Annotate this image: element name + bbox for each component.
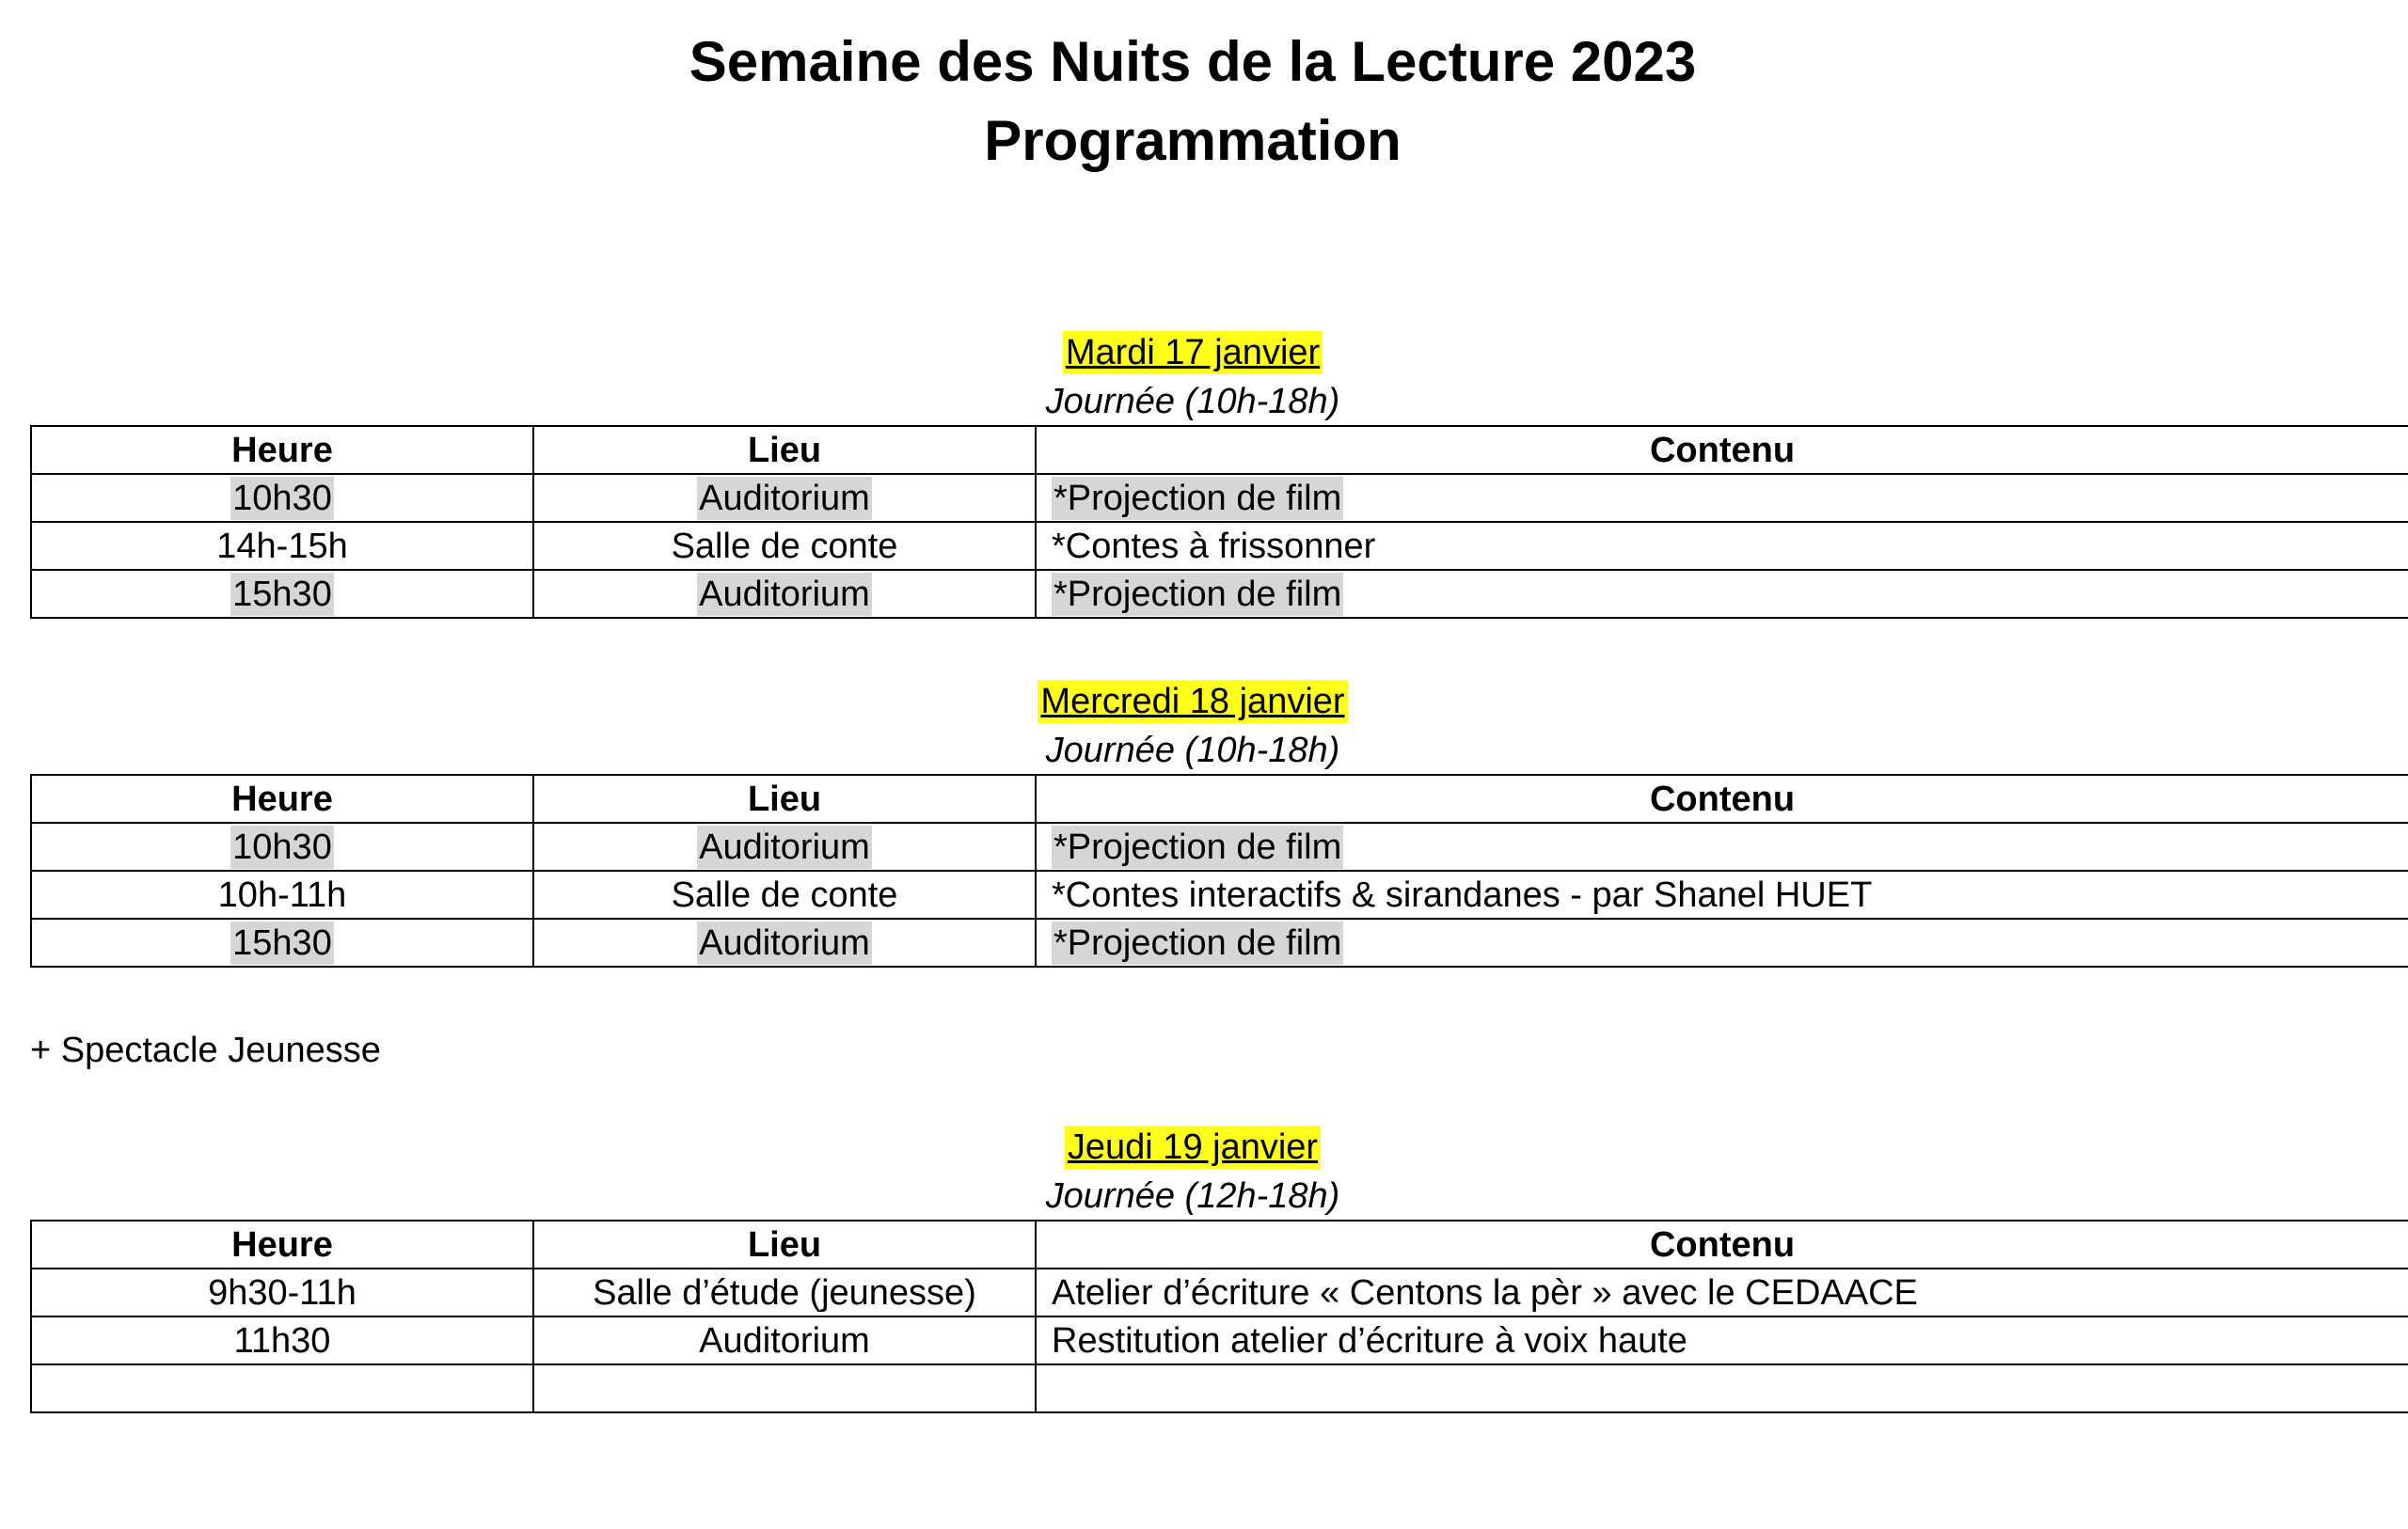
table-row <box>31 919 2408 967</box>
document-subtitle: Programmation <box>984 109 1402 172</box>
cell-lieu <box>533 474 1036 522</box>
cell-contenu <box>1036 919 2408 967</box>
cell-lieu-text: Auditorium <box>699 574 870 614</box>
day-heading-mercredi <box>0 684 2385 719</box>
column-header-contenu: Contenu <box>1036 775 2408 823</box>
cell-contenu: *Contes interactifs & sirandanes - par Shanel HUET <box>1036 871 2408 919</box>
table-header-row <box>31 426 2408 474</box>
cell-contenu-text: *Projection de film <box>1054 574 1342 614</box>
table-row <box>31 823 2408 871</box>
table-row <box>31 1316 2408 1364</box>
cell-contenu-text: *Projection de film <box>1054 922 1342 963</box>
cell-contenu <box>1036 570 2408 618</box>
cell-heure <box>31 570 533 618</box>
cell-contenu: Restitution atelier d’écriture à voix haute <box>1036 1316 2408 1364</box>
cell-heure <box>31 1364 533 1412</box>
cell-contenu <box>1036 823 2408 871</box>
document-title: Semaine des Nuits de la Lecture 2023 <box>689 30 1697 93</box>
table-row <box>31 871 2408 919</box>
column-header-lieu: Lieu <box>533 426 1036 474</box>
column-header-heure: Heure <box>31 775 533 823</box>
cell-heure: 14h-15h <box>31 522 533 570</box>
day-heading-text: Jeudi 19 janvier <box>1065 1126 1321 1169</box>
column-header-heure: Heure <box>31 1221 533 1269</box>
day-hours-jeudi: Journée (12h-18h) <box>1045 1176 1340 1216</box>
cell-contenu-text: *Projection de film <box>1054 478 1342 518</box>
table-row-empty <box>31 1364 2408 1412</box>
cell-contenu <box>1036 1364 2408 1412</box>
column-header-contenu: Contenu <box>1036 1221 2408 1269</box>
schedule-table-mercredi <box>30 774 2408 968</box>
spectacle-jeunesse-note: + Spectacle Jeunesse <box>30 1031 381 1070</box>
cell-heure: 10h-11h <box>31 871 533 919</box>
table-row <box>31 570 2408 618</box>
cell-heure: 11h30 <box>31 1316 533 1364</box>
cell-heure-text: 10h30 <box>232 827 332 867</box>
column-header-heure: Heure <box>31 426 533 474</box>
column-header-contenu: Contenu <box>1036 426 2408 474</box>
cell-heure <box>31 474 533 522</box>
cell-heure: 9h30-11h <box>31 1269 533 1316</box>
cell-lieu-text: Auditorium <box>699 478 870 518</box>
schedule-table-jeudi <box>30 1220 2408 1413</box>
column-header-lieu: Lieu <box>533 775 1036 823</box>
table-row <box>31 522 2408 570</box>
day-heading-text: Mercredi 18 janvier <box>1038 680 1347 723</box>
schedule-table-mardi <box>30 425 2408 619</box>
cell-contenu: *Contes à frissonner <box>1036 522 2408 570</box>
cell-lieu: Salle d’étude (jeunesse) <box>533 1269 1036 1316</box>
cell-lieu <box>533 1364 1036 1412</box>
day-hours-mardi: Journée (10h-18h) <box>1045 382 1340 421</box>
cell-contenu <box>1036 474 2408 522</box>
table-header-row <box>31 1221 2408 1269</box>
day-heading-jeudi <box>0 1129 2385 1165</box>
column-header-lieu: Lieu <box>533 1221 1036 1269</box>
cell-heure <box>31 823 533 871</box>
table-row <box>31 1269 2408 1316</box>
cell-heure-text: 15h30 <box>232 574 332 614</box>
cell-lieu-text: Auditorium <box>699 827 870 867</box>
cell-heure <box>31 919 533 967</box>
cell-lieu <box>533 570 1036 618</box>
cell-lieu: Salle de conte <box>533 871 1036 919</box>
day-heading-text: Mardi 17 janvier <box>1063 331 1323 374</box>
cell-contenu-text: *Projection de film <box>1054 827 1342 867</box>
day-heading-mardi <box>0 335 2385 370</box>
table-row <box>31 474 2408 522</box>
cell-lieu-text: Auditorium <box>699 922 870 963</box>
cell-heure-text: 15h30 <box>232 922 332 963</box>
cell-lieu: Salle de conte <box>533 522 1036 570</box>
day-hours-mercredi: Journée (10h-18h) <box>1045 731 1340 770</box>
cell-lieu: Auditorium <box>533 1316 1036 1364</box>
cell-lieu <box>533 919 1036 967</box>
cell-contenu: Atelier d’écriture « Centons la pèr » avec le CEDAACE <box>1036 1269 2408 1316</box>
table-header-row <box>31 775 2408 823</box>
cell-lieu <box>533 823 1036 871</box>
cell-heure-text: 10h30 <box>232 478 332 518</box>
